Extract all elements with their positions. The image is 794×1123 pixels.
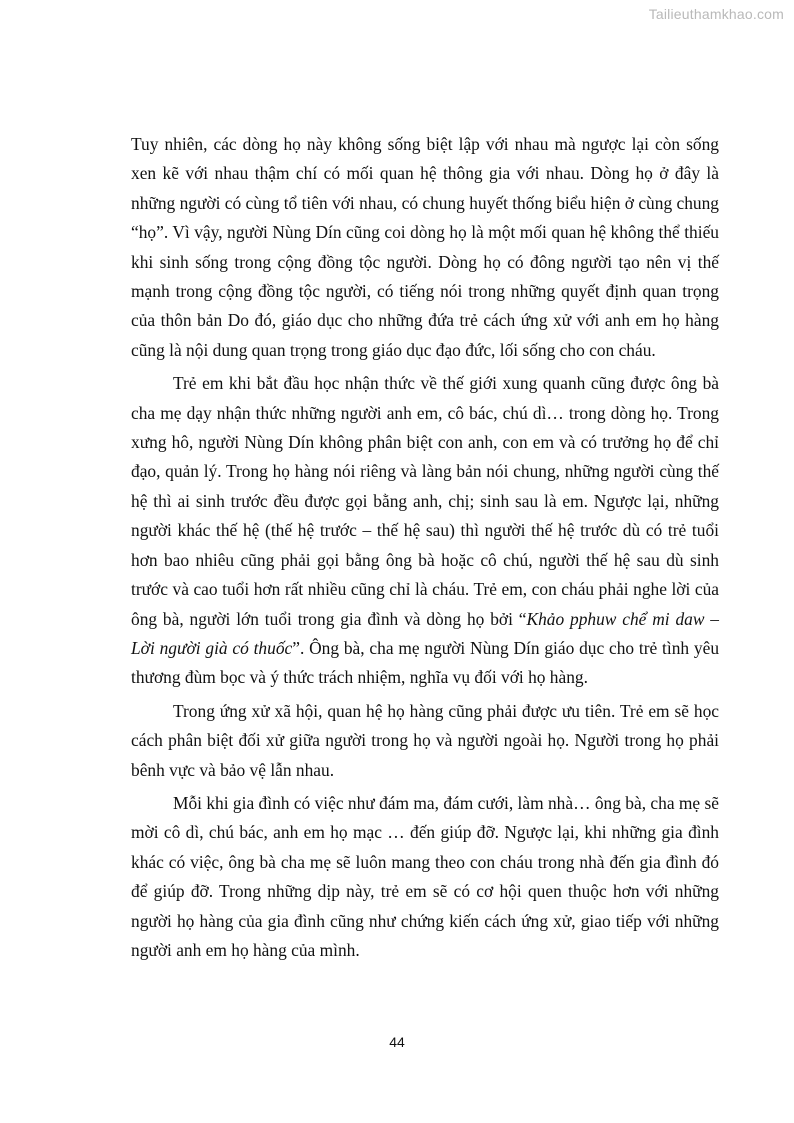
page-number: 44 bbox=[389, 1034, 405, 1050]
paragraph-text: ”. Ông bà, cha mẹ người Nùng Dín giáo dục cho trẻ tình yêu thương đùm bọc và ý thức trách nhiệm, nghĩa vụ đối với họ hàng. bbox=[131, 637, 720, 688]
paragraph: Mỗi khi gia đình có việc như đám ma, đám cưới, làm nhà… ông bà, cha mẹ sẽ mời cô dì, chú bác, anh em họ mạc … đến giúp đỡ. Ngược lại, khi những gia đình khác có việc, ông bà cha mẹ sẽ luôn mang theo con cháu trong nhà đến gia đình đó để giúp đỡ. Trong những dịp này, trẻ em sẽ có cơ hội quen thuộc hơn với những người họ hàng của gia đình cũng như chứng kiến cách ứng xử, giao tiếp với những người anh em họ hàng của mình. bbox=[131, 792, 719, 960]
paragraph-text: Trẻ em khi bắt đầu học nhận thức về thế giới xung quanh cũng được ông bà cha mẹ dạy nhận thức những người anh em, cô bác, chú dì… trong dòng họ. Trong xưng hô, người Nùng Dín không phân biệt con anh, con em và có trưởng họ để chỉ đạo, quản lý. Trong họ hàng nói riêng và làng bản nói chung, những người cùng thế hệ thì ai sinh trước đều được gọi bằng anh, chị; sinh sau là em. Ngược lại, những người khác thế hệ (thế hệ trước – thế hệ sau) thì người thế hệ trước dù có trẻ tuổi hơn bao nhiêu cũng phải gọi bằng ông bà hoặc cô chú, người thế hệ sau dù sinh trước và cao tuổi hơn rất nhiều cũng chỉ là cháu. Trẻ em, con cháu phải nghe lời của ông bà, người lớn tuổi trong gia đình và dòng họ bởi “ bbox=[131, 373, 719, 629]
paragraph: Tuy nhiên, các dòng họ này không sống biệt lập với nhau mà ngược lại còn sống xen kẽ với nhau thậm chí có mối quan hệ thông gia với nhau. Dòng họ ở đây là những người có cùng tổ tiên với nhau, có chung huyết thống biểu hiện ở cùng chung “họ”. Vì vậy, người Nùng Dín cũng coi dòng họ là một mối quan hệ không thể thiếu khi sinh sống trong cộng đồng tộc người. Dòng họ có đông người tạo nên vị thế mạnh trong cộng đồng tộc người, có tiếng nói trong những quyết định quan trọng của thôn bản Do đó, giáo dục cho những đứa trẻ cách ứng xử với anh em họ hàng cũng là nội dung quan trọng trong giáo dục đạo đức, lối sống cho con cháu. bbox=[131, 134, 719, 360]
proverb-quote: Khảo pphuw chể mi daw – Lời người già có thuốc bbox=[131, 608, 719, 658]
paragraph bbox=[131, 369, 719, 692]
paragraph: Trong ứng xử xã hội, quan hệ họ hàng cũng phải được ưu tiên. Trẻ em sẽ học cách phân biệt đối xử giữa người trong họ và người ngoài họ. Người trong họ phải bênh vực và bảo vệ lẫn nhau. bbox=[131, 700, 719, 780]
document-body bbox=[131, 130, 719, 969]
watermark: Tailieuthamkhao.com bbox=[648, 6, 784, 22]
